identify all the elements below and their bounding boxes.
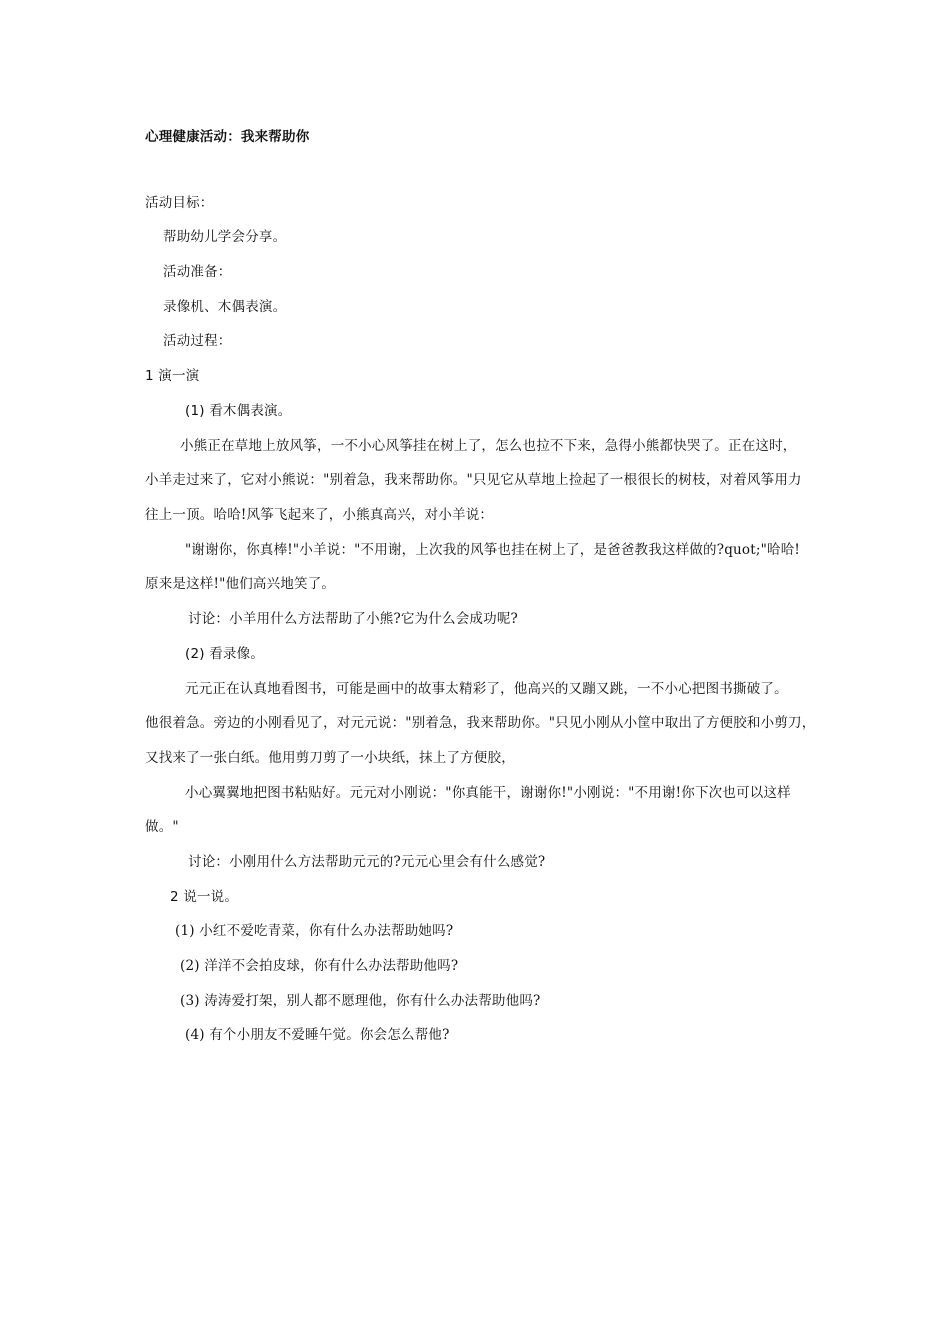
paragraph: 小羊走过来了，它对小熊说："别着急，我来帮助你。"只见它从草地上捡起了一根很长的树枝，对着风筝用力	[145, 472, 802, 488]
paragraph: 元元正在认真地看图书，可能是画中的故事太精彩了，他高兴的又蹦又跳，一不小心把图书撕破了。	[185, 681, 788, 697]
sub-step-heading: (1) 看木偶表演。	[185, 403, 292, 419]
paragraph: "谢谢你，你真棒!"小羊说："不用谢，上次我的风筝也挂在树上了，是爸爸教我这样做的?quot;"哈哈!	[185, 542, 801, 558]
paragraph: 小熊正在草地上放风筝，一不小心风筝挂在树上了，怎么也拉不下来，急得小熊都快哭了。正在这时，	[180, 438, 797, 454]
paragraph: 往上一顶。哈哈!风筝飞起来了，小熊真高兴，对小羊说：	[145, 507, 494, 523]
page-title: 心理健康活动：我来帮助你	[145, 129, 310, 145]
section-heading-preparation: 活动准备：	[163, 264, 232, 280]
list-item: (4) 有个小朋友不爱睡午觉。你会怎么帮他?	[185, 1027, 450, 1043]
paragraph: 帮助幼儿学会分享。	[163, 229, 287, 245]
discussion-question: 讨论：小刚用什么方法帮助元元的?元元心里会有什么感觉?	[188, 854, 546, 870]
discussion-question: 讨论：小羊用什么方法帮助了小熊?它为什么会成功呢?	[188, 611, 518, 627]
paragraph: 原来是这样!"他们高兴地笑了。	[145, 576, 336, 592]
sub-step-heading: (2) 看录像。	[185, 646, 265, 662]
section-heading-goals: 活动目标：	[145, 195, 214, 211]
step-heading-1: 1 演一演	[145, 368, 200, 384]
paragraph: 录像机、木偶表演。	[163, 299, 287, 315]
paragraph: 他很着急。旁边的小刚看见了，对元元说："别着急，我来帮助你。"只见小刚从小筐中取出了方便胶和小剪刀，	[145, 715, 816, 731]
list-item: (1) 小红不爱吃青菜，你有什么办法帮助她吗?	[175, 923, 454, 939]
list-item: (3) 涛涛爱打架，别人都不愿理他，你有什么办法帮助他吗?	[180, 993, 541, 1009]
paragraph: 小心翼翼地把图书粘贴好。元元对小刚说："你真能干，谢谢你!"小刚说："不用谢!你下次也可以这样	[185, 785, 791, 801]
paragraph: 又找来了一张白纸。他用剪刀剪了一小块纸，抹上了方便胶，	[145, 750, 515, 766]
section-heading-process: 活动过程：	[163, 333, 232, 349]
paragraph: 做。"	[145, 819, 179, 835]
list-item: (2) 洋洋不会拍皮球，你有什么办法帮助他吗?	[180, 958, 459, 974]
step-heading-2: 2 说一说。	[170, 889, 239, 905]
